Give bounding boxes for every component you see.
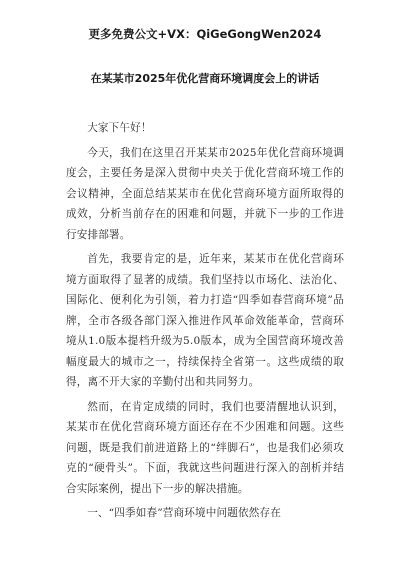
body-paragraph: 今天，我们在这里召开某某市2025年优化营商环境调度会，主要任务是深入贯彻中央关于优化营商环境工作的会议精神，全面总结某某市在优化营商环境方面所取得的成效，分析当前存在的困难和问题，并就下一步的工作进行安排部署。	[66, 146, 344, 241]
document-body	[66, 118, 344, 524]
body-paragraph: 首先，我要肯定的是，近年来，某某市在优化营商环境方面取得了显著的成绩。我们坚持以市场化、法治化、国际化、便利化为引领，着力打造“四季如春营商环境”品牌，全市各级各部门深入推进作风革命效能革命，营商环境从1.0版本提档升级为5.0版本，成为全国营商环境改善幅度最大的城市之一，持续保持全省第一。这些成绩的取得，离不开大家的辛勤付出和共同努力。	[66, 253, 344, 388]
greeting-paragraph: 大家下午好！	[87, 122, 152, 134]
watermark-header: 更多免费公文+VX：QiGeGongWen2024	[88, 27, 322, 41]
document-title: 在某某市2025年优化营商环境调度会上的讲话	[90, 72, 320, 85]
section-heading: 一、“四季如春”营商环境中问题依然存在	[87, 507, 281, 519]
body-paragraph: 然而，在肯定成绩的同时，我们也要清醒地认识到，某某市在优化营商环境方面还存在不少困难和问题。这些问题，既是我们前进道路上的“绊脚石”，也是我们必须攻克的“硬骨头”。下面，我就这些问题进行深入的剖析并结合实际案例，提出下一步的解决措施。	[66, 400, 344, 495]
